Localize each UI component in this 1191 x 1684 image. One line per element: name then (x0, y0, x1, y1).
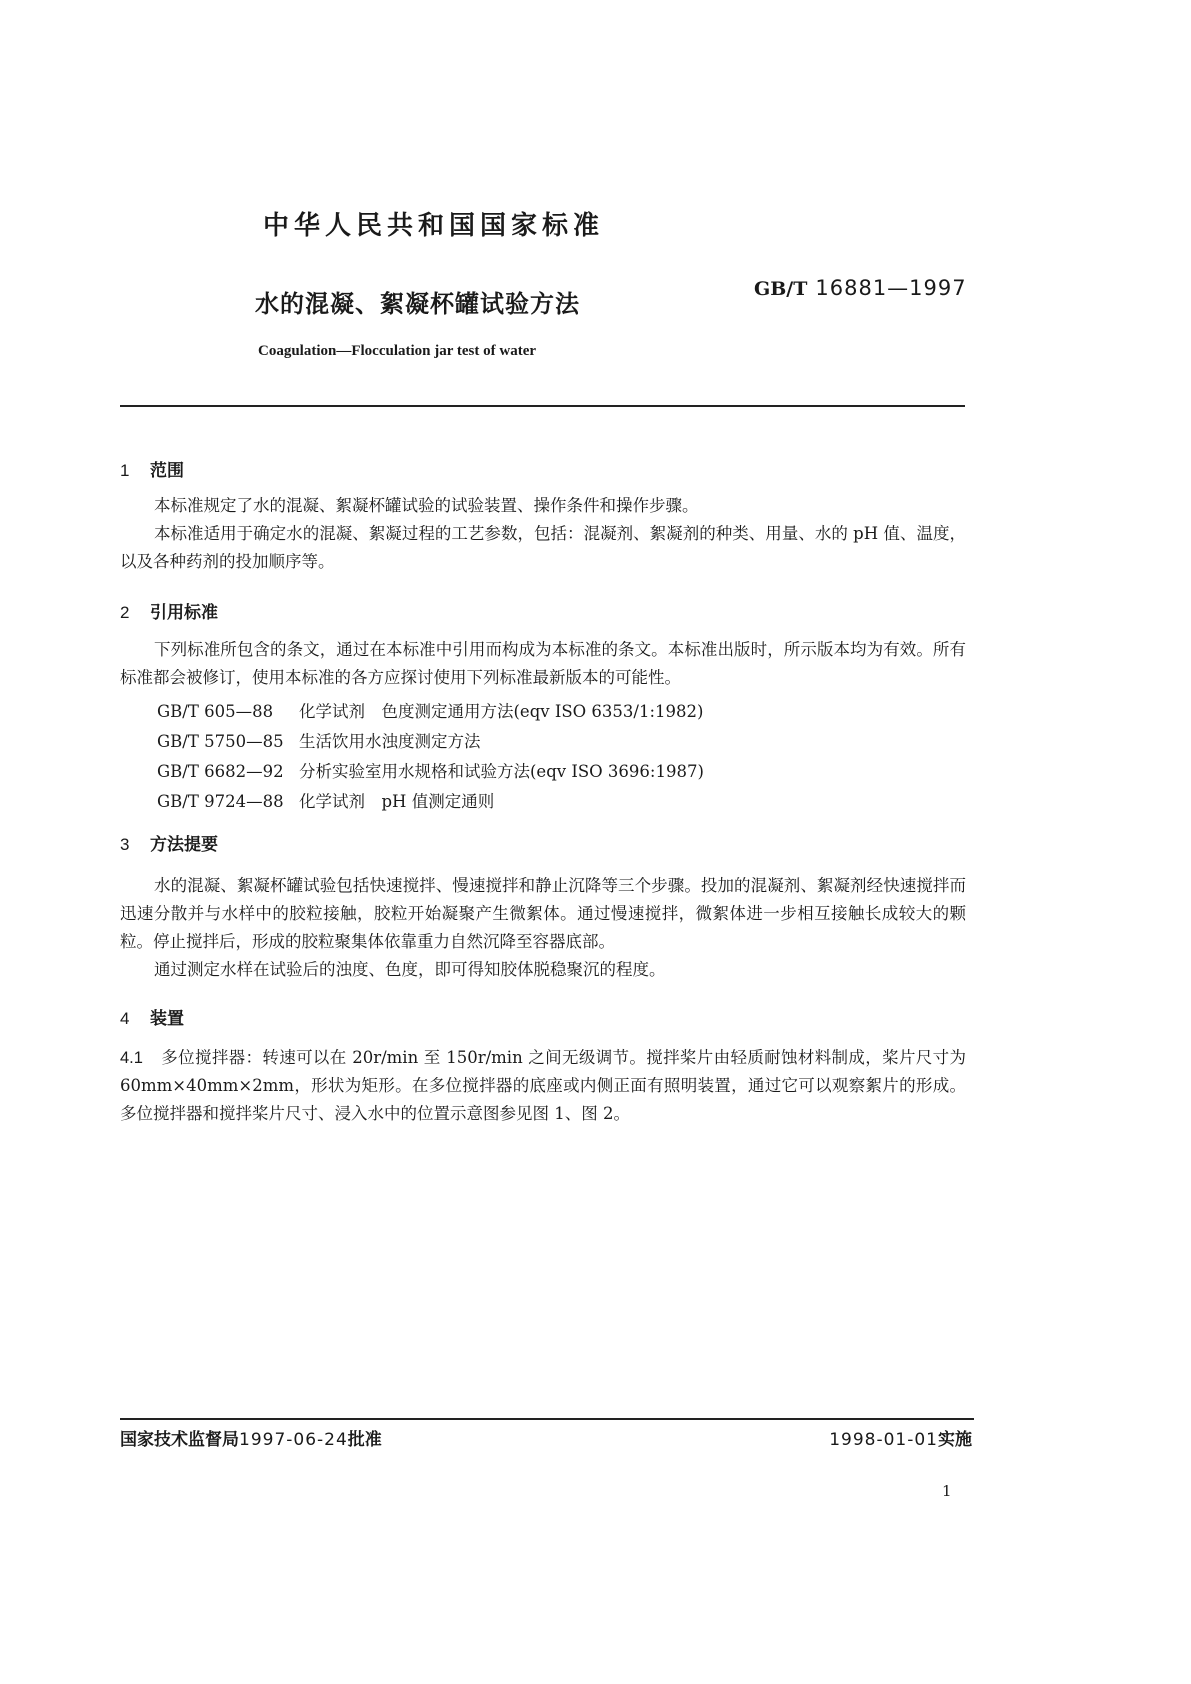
approval-line: 国家技术监督局1997-06-24批准 (120, 1430, 382, 1450)
reference-item: GB/T 5750—85 生活饮用水浊度测定方法 (157, 732, 481, 751)
standard-type: 中华人民共和国国家标准 (263, 211, 605, 241)
reference-item: GB/T 9724—88 化学试剂 pH 值测定通则 (157, 792, 495, 811)
subsection-number: 4.1 (120, 1049, 143, 1067)
section-2-para-1: 下列标准所包含的条文，通过在本标准中引用而构成为本标准的条文。本标准出版时，所示版本均为有效。所有标准都会被修订，使用本标准的各方应探讨使用下列标准最新版本的可能性。 (120, 640, 966, 687)
section-4-heading: 4 装置 (120, 1009, 184, 1029)
page-number: 1 (942, 1482, 952, 1500)
section-2-heading: 2 引用标准 (120, 603, 218, 623)
standard-number (754, 276, 967, 300)
reference-item: GB/T 6682—92 分析实验室用水规格和试验方法(eqv ISO 3696:1987) (157, 762, 704, 781)
section-3-para-2: 通过测定水样在试验后的浊度、色度，即可得知胶体脱稳聚沉的程度。 (154, 960, 666, 979)
english-title: Coagulation—Flocculation jar test of water (258, 343, 537, 359)
footer-divider (120, 1418, 974, 1420)
header-divider (120, 405, 965, 407)
section-1-para-1: 本标准规定了水的混凝、絮凝杯罐试验的试验装置、操作条件和操作步骤。 (154, 496, 699, 515)
implementation-line: 1998-01-01实施 (829, 1430, 972, 1450)
section-4-1-para: 4.1 多位搅拌器：转速可以在 20r/min 至 150r/min 之间无级调节。搅拌桨片由轻质耐蚀材料制成，桨片尺寸为 60mm×40mm×2mm，形状为矩形。在多位搅拌器的底座或内侧正面有照明装置，通过它可以观察絮片的形成。多位搅拌器和搅拌桨片尺寸、浸入水中的位置示意图参见图 1、图 2。 (120, 1048, 966, 1123)
section-3-heading: 3 方法提要 (120, 835, 218, 855)
section-1-para-2: 本标准适用于确定水的混凝、絮凝过程的工艺参数，包括：混凝剂、絮凝剂的种类、用量、水的 pH 值、温度，以及各种药剂的投加顺序等。 (120, 524, 966, 571)
section-3-para-1: 水的混凝、絮凝杯罐试验包括快速搅拌、慢速搅拌和静止沉降等三个步骤。投加的混凝剂、絮凝剂经快速搅拌而迅速分散并与水样中的胶粒接触，胶粒开始凝聚产生微絮体。通过慢速搅拌，微絮体进一步相互接触长成较大的颗粒。停止搅拌后，形成的胶粒聚集体依靠重力自然沉降至容器底部。 (120, 876, 966, 951)
reference-item: GB/T 605—88 化学试剂 色度测定通用方法(eqv ISO 6353/1:1982) (157, 702, 704, 721)
gb-code: 16881—1997 (815, 276, 967, 300)
document-title: 水的混凝、絮凝杯罐试验方法 (255, 290, 580, 318)
gb-prefix: GB/T (754, 278, 808, 300)
section-1-heading: 1 范围 (120, 461, 184, 481)
